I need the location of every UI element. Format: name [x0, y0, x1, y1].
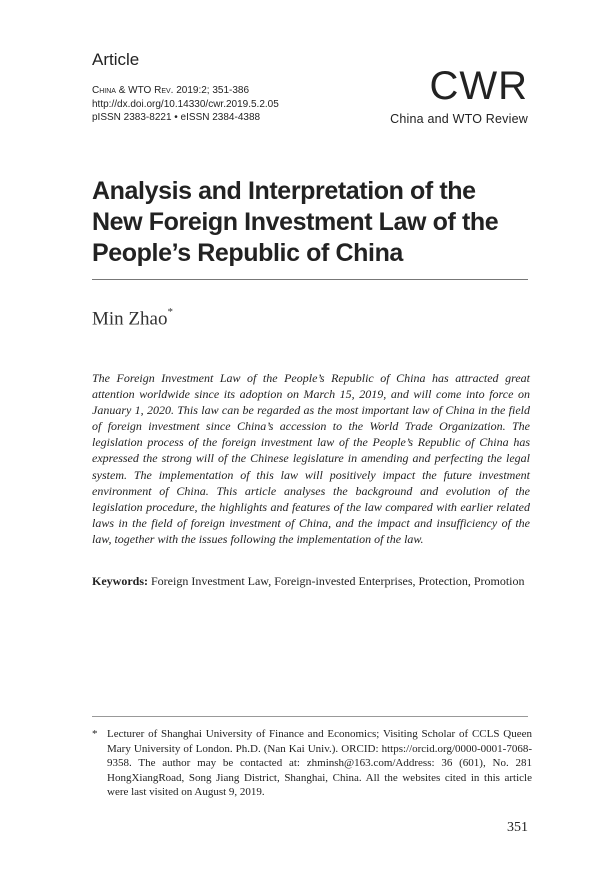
journal-metadata: [92, 84, 279, 125]
author-footnote-marker: *: [167, 306, 173, 318]
journal-name: China & WTO Rev.: [92, 85, 174, 96]
keywords-label: Keywords:: [92, 574, 148, 588]
journal-logo: [388, 66, 528, 126]
page-number: 351: [507, 820, 528, 835]
doi-link[interactable]: http://dx.doi.org/10.14330/cwr.2019.5.2.05: [92, 98, 279, 110]
author-name: Min Zhao: [92, 308, 168, 330]
title-divider: [92, 279, 528, 280]
journal-volume-pages: 2019:2; 351-386: [173, 85, 250, 96]
paper-title: Analysis and Interpretation of the New Foreign Investment Law of the People’s Republic of China: [92, 177, 499, 267]
footnote-marker: *: [92, 728, 98, 740]
author-line: [92, 308, 173, 330]
abstract: The Foreign Investment Law of the People’s Republic of China has attracted great attention worldwide since its adoption on March 15, 2019, and will come into force on January 1, 2020. This law can be regarded as the most important law of China in the field of foreign investment since China’s accession to the World Trade Organization. The legislation process of the foreign investment law of the People’s Republic of China has expressed the strong will of the Chinese legislature in amending and perfecting the legal system. The implementation of this law will positively impact the future investment environment of China. This article analyses the background and evolution of the legislation procedure, the highlights and features of the law compared with earlier related laws in the field of foreign investment of China, and the impact and insufficiency of the law, together with the issues following the implementation of the law.: [92, 371, 530, 546]
keywords: [92, 573, 530, 589]
footnote-text: Lecturer of Shanghai University of Finance and Economics; Visiting Scholar of CCLS Queen Mary University of London. Ph.D. (Nan Kai Univ.). ORCID: https://orcid.org/0000-0001-7068-9358. The author may be contacted at: zhminsh@163.com/Address: 36 (601), No. 281 HongXiangRoad, Song Jiang District, Shanghai, China. All the websites cited in this article were last visited on August 9, 2019.: [107, 728, 532, 799]
journal-citation: [92, 84, 279, 98]
journal-logo-acronym: CWR: [429, 64, 528, 108]
keywords-text: Foreign Investment Law, Foreign-invested Enterprises, Protection, Promotion: [148, 574, 525, 588]
journal-logo-fullname: China and WTO Review: [390, 112, 528, 126]
article-type-label: Article: [92, 50, 140, 69]
footnote-divider: [92, 716, 528, 717]
issn-line: pISSN 2383-8221 • eISSN 2384-4388: [92, 112, 261, 123]
footnote: [92, 727, 532, 800]
